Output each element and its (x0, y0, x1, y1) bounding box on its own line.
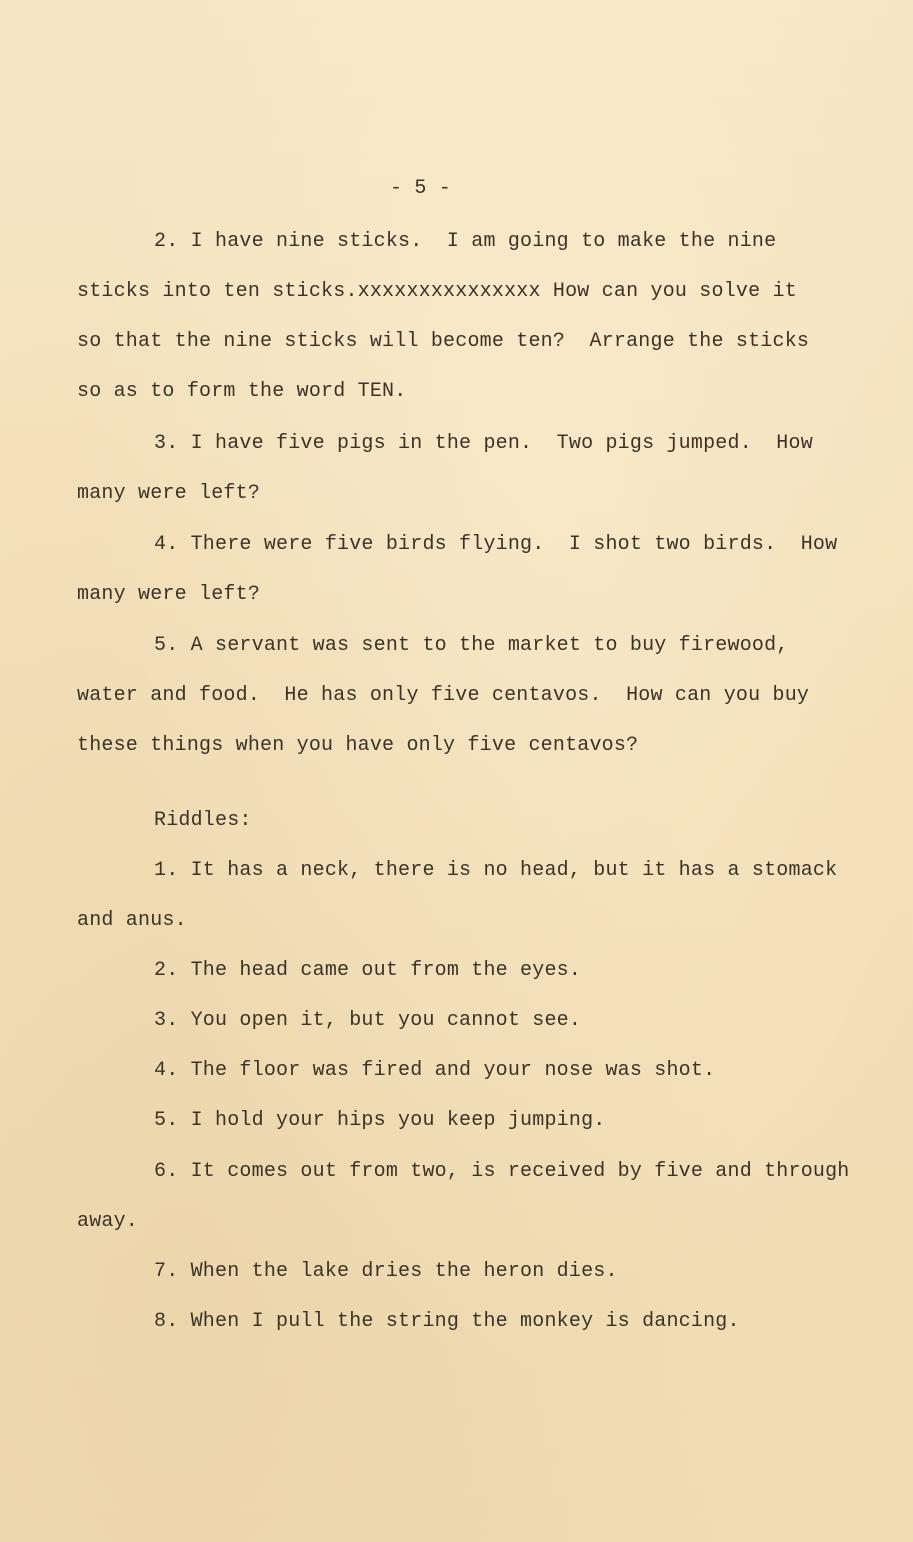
riddles-heading: Riddles: (154, 809, 252, 832)
riddle-1-line-1: 1. It has a neck, there is no head, but it has a stomack (154, 859, 838, 882)
riddle-6-line-1: 6. It comes out from two, is received by five and through (154, 1160, 850, 1183)
riddle-2: 2. The head came out from the eyes. (154, 959, 582, 982)
page-number: - 5 - (390, 177, 452, 200)
puzzle-2-line-4: so as to form the word TEN. (77, 380, 407, 403)
riddle-8: 8. When I pull the string the monkey is dancing. (154, 1310, 740, 1333)
riddle-5: 5. I hold your hips you keep jumping. (154, 1109, 606, 1132)
riddle-6-line-2: away. (77, 1210, 139, 1233)
puzzle-2-line-1: 2. I have nine sticks. I am going to make the nine (154, 230, 777, 253)
riddle-1-line-2: and anus. (77, 909, 187, 932)
puzzle-5-line-2: water and food. He has only five centavos. How can you buy (77, 684, 810, 707)
puzzle-5-line-3: these things when you have only five centavos? (77, 734, 639, 757)
riddle-7: 7. When the lake dries the heron dies. (154, 1260, 618, 1283)
puzzle-2-line-2: sticks into ten sticks.xxxxxxxxxxxxxxx How can you solve it (77, 280, 797, 303)
puzzle-3-line-1: 3. I have five pigs in the pen. Two pigs jumped. How (154, 432, 813, 455)
riddle-4: 4. The floor was fired and your nose was shot. (154, 1059, 716, 1082)
puzzle-5-line-1: 5. A servant was sent to the market to buy firewood, (154, 634, 789, 657)
puzzle-4-line-2: many were left? (77, 583, 261, 606)
puzzle-3-line-2: many were left? (77, 482, 261, 505)
puzzle-2-line-3: so that the nine sticks will become ten? Arrange the sticks (77, 330, 810, 353)
puzzle-4-line-1: 4. There were five birds flying. I shot two birds. How (154, 533, 838, 556)
riddle-3: 3. You open it, but you cannot see. (154, 1009, 582, 1032)
